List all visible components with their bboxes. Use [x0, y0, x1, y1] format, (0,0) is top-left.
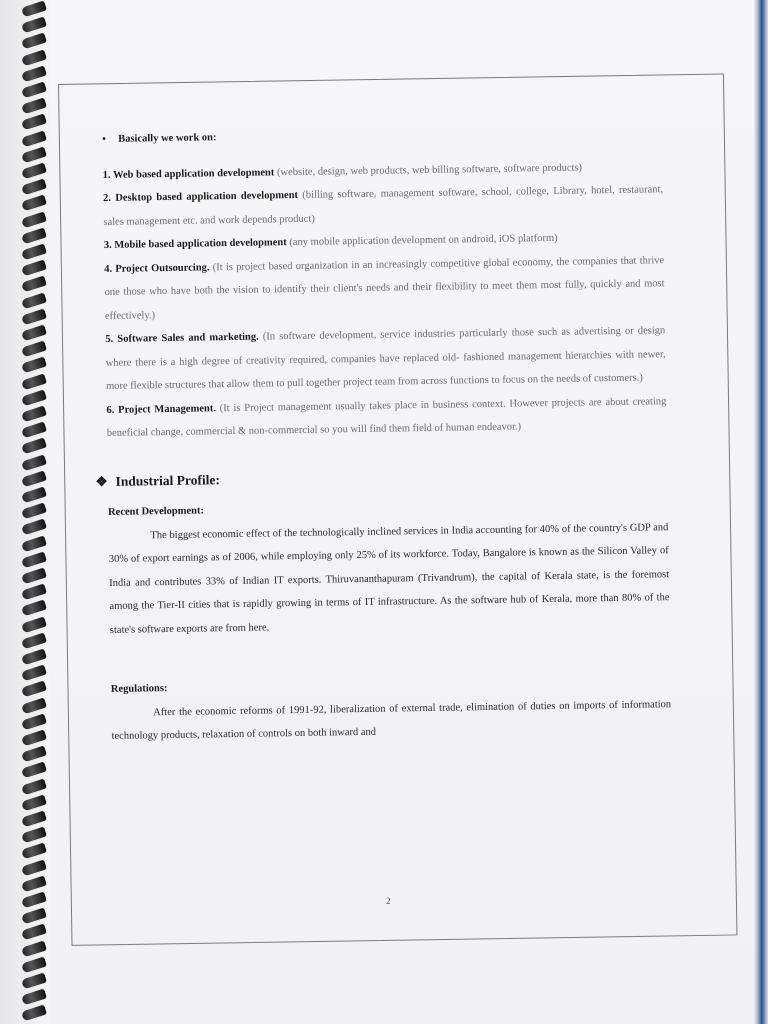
item-title: 6. Project Management. [106, 402, 216, 416]
spiral-coil [21, 33, 47, 50]
spiral-coil [21, 730, 47, 747]
spiral-coil [21, 454, 47, 471]
spiral-coil [21, 487, 47, 504]
spiral-coil [21, 989, 47, 1006]
spiral-coil [21, 1005, 47, 1022]
item-title: 2. Desktop based application development [103, 189, 299, 204]
spiral-coil [21, 65, 47, 82]
spiral-coil [21, 600, 47, 617]
spiral-coil [21, 697, 47, 714]
spiral-coil [21, 973, 47, 990]
item-title: 5. Software Sales and marketing. [105, 331, 259, 345]
page-content [95, 119, 672, 748]
spiral-coil [21, 163, 47, 180]
item-desc: (It is project based organization in an increasingly competitive global economy, the companies that thrive one those who have both the vision to identify their client's needs and their flexibility to meet them most fully, quickly and most effectively.) [104, 254, 665, 322]
industrial-profile-title: Industrial Profile: [115, 471, 221, 489]
spiral-coil [21, 535, 47, 552]
regulations-text: After the economic reforms of 1991-92, liberalization of external trade, elimination of duties on imports of information technology products, relaxation of controls on both inward and [111, 698, 672, 742]
spiral-coil [21, 956, 47, 973]
spiral-coil [21, 325, 47, 342]
item-desc: (any mobile application development on android, iOS platform) [286, 232, 558, 249]
list-item [105, 319, 666, 398]
spiral-coil [21, 341, 47, 358]
spiral-coil [21, 130, 47, 147]
item-title: 4. Project Outsourcing. [104, 261, 210, 275]
page-number: 2 [386, 896, 391, 906]
spiral-coil [21, 49, 47, 66]
spiral-coil [21, 762, 47, 779]
item-desc: (website, design, web products, web billing software, software products) [274, 161, 583, 178]
spiral-coil [21, 146, 47, 163]
recent-development-text: The biggest economic effect of the technologically inclined services in India accounting for 40% of the country's GDP and 30% of export earnings as of 2006, while employing only 25% of its workforce. Today, Bangalore is known as the Silicon Valley of India and contributes 33% of Indian IT exports. Thiruvananthapuram (Trivandrum), the capital of Kerala state, is the foremost among the Tier-II cities that is rapidly growing in terms of IT infrastructure. As the software hub of Kerala, more than 80% of the state's software exports are from here. [108, 521, 670, 636]
spiral-coil [21, 114, 47, 131]
item-desc: (billing software, management software, school, college, Library, hotel, restaurant, sales management etc. and work depends product) [103, 184, 664, 228]
spiral-coil [21, 713, 47, 730]
spiral-coil [21, 746, 47, 763]
spiral-coil [21, 875, 47, 892]
spiral-coil [21, 811, 47, 828]
item-title: 3. Mobile based application development [103, 237, 287, 251]
spiral-coil [21, 649, 47, 666]
bullet-icon: • [102, 133, 106, 145]
spiral-coil [21, 503, 47, 520]
spiral-coil [21, 568, 47, 585]
item-desc: (It is Project management usually takes place in business context. However projects are about creating beneficial change, commercial & non-commercial so you will find them field of human endeavor.) [106, 395, 667, 439]
regulations-heading: Regulations: [110, 683, 168, 695]
industrial-profile-heading [95, 461, 667, 493]
spiral-coil [21, 438, 47, 455]
spiral-coil [21, 227, 47, 244]
spiral-coil [21, 179, 47, 196]
spiral-coil [21, 924, 47, 941]
spiral-coil [21, 195, 47, 212]
spiral-coil [21, 584, 47, 601]
spiral-coil [21, 389, 47, 406]
list-item [106, 390, 667, 446]
spiral-coil [21, 470, 47, 487]
spiral-coil [21, 211, 47, 228]
item-title: 1. Web based application development [102, 166, 275, 181]
spiral-coil [21, 276, 47, 293]
spiral-coil [21, 665, 47, 682]
spiral-coil [21, 908, 47, 925]
spiral-coil [21, 827, 47, 844]
spiral-coil [21, 778, 47, 795]
spiral-coil [21, 82, 47, 99]
spiral-coil [21, 892, 47, 909]
spiral-coil [21, 681, 47, 698]
spiral-coil [21, 244, 47, 261]
spiral-coil [21, 843, 47, 860]
recent-development-heading: Recent Development: [107, 505, 205, 518]
spiral-coil [21, 794, 47, 811]
spiral-coil [21, 292, 47, 309]
spiral-coil [21, 308, 47, 325]
list-item [104, 249, 665, 328]
work-heading-text: Basically we work on: [118, 132, 217, 145]
spiral-coil [21, 422, 47, 439]
spiral-coil [21, 17, 47, 34]
diamond-bullet-icon: ❖ [95, 473, 108, 489]
spiral-coil [21, 616, 47, 633]
spiral-coil [21, 519, 47, 536]
spiral-coil [21, 940, 47, 957]
spiral-coil [21, 373, 47, 390]
spiral-coil [21, 632, 47, 649]
item-desc: (In software development, service industries particularly those such as advertising or design where there is a high degree of creativity required, companies have replaced old- fashioned management hierarchies with newer, more flexible structures that allow them to pull together project team from across functions to focus on the needs of customers.) [105, 325, 666, 392]
spiral-coil [21, 406, 47, 423]
spiral-binding [0, 0, 50, 1024]
spiral-coil [21, 260, 47, 277]
spiral-coil [21, 1, 47, 18]
spiral-coil [21, 551, 47, 568]
spiral-coil [21, 859, 47, 876]
blue-cover-edge [754, 0, 768, 1024]
spiral-coil [21, 98, 47, 115]
spiral-coil [21, 357, 47, 374]
